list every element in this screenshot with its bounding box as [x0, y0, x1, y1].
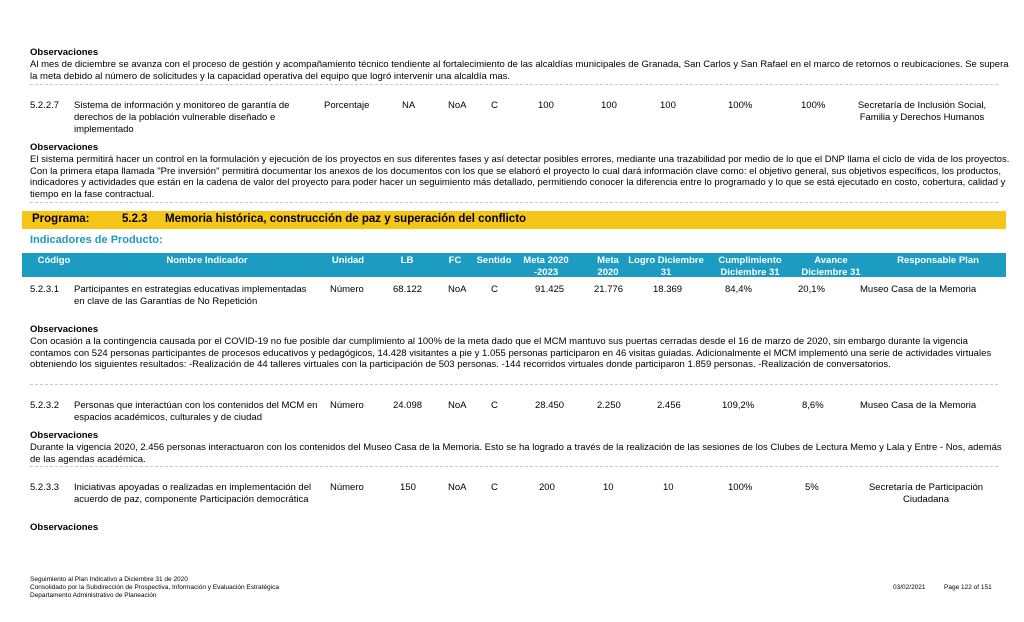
table-header	[22, 253, 1006, 277]
row-unit: Porcentaje	[324, 100, 370, 111]
row-code: 5.2.3.3	[30, 482, 60, 493]
row-meta-cuatrienio: 100	[538, 100, 554, 111]
row-cumplimiento: 84,4%	[725, 284, 752, 295]
row-meta-cuatrienio: 28.450	[535, 400, 565, 411]
row-logro: 2.456	[657, 400, 681, 411]
row-sentido: C	[491, 482, 498, 493]
header-unidad: Unidad	[331, 255, 365, 266]
header-lb: LB	[400, 255, 414, 266]
program-bar	[22, 211, 1006, 229]
footer-page-number: Page 122 of 151	[944, 584, 992, 591]
row-responsable: Museo Casa de la Memoria	[860, 400, 977, 411]
row-meta-cuatrienio: 200	[539, 482, 555, 493]
footer-line: Departamento Administrativo de Planeación	[30, 592, 157, 599]
row-cumplimiento: 109,2%	[722, 400, 755, 411]
divider	[30, 84, 998, 85]
row-indicator-name: Participantes en estrategias educativas implementadas en clave de las Garantías de No Repetición	[74, 284, 307, 307]
footer-date: 03/02/2021	[893, 584, 926, 591]
row-meta-2020: 100	[601, 100, 617, 111]
header-responsable: Responsable Plan	[897, 255, 979, 266]
row-lb: 68.122	[393, 284, 423, 295]
footer-line: Consolidado por la Subdirección de Prospectiva, Información y Evaluación Estratégica	[30, 584, 279, 591]
observations-label: Observaciones	[30, 430, 99, 441]
observations-label: Observaciones	[30, 47, 99, 58]
header-sentido: Sentido	[476, 255, 512, 266]
row-fc: NoA	[448, 400, 467, 411]
row-responsable: Secretaría de Inclusión Social, Familia y Derechos Humanos	[857, 100, 987, 123]
row-code: 5.2.3.2	[30, 400, 60, 411]
table-row	[30, 400, 1000, 440]
row-fc: NoA	[448, 284, 467, 295]
row-unit: Número	[330, 400, 364, 411]
row-code: 5.2.3.1	[30, 284, 60, 295]
row-unit: Número	[330, 482, 364, 493]
row-cumplimiento: 100%	[728, 482, 753, 493]
row-cumplimiento: 100%	[728, 100, 753, 111]
row-lb: 24.098	[393, 400, 423, 411]
table-row	[30, 482, 1000, 522]
row-avance: 8,6%	[802, 400, 824, 411]
observations-label: Observaciones	[30, 142, 99, 153]
table-row	[30, 284, 1000, 324]
row-meta-2020: 2.250	[597, 400, 621, 411]
row-meta-2020: 10	[603, 482, 614, 493]
row-logro: 18.369	[653, 284, 683, 295]
program-label: Programa:	[32, 213, 90, 225]
row-fc: NoA	[448, 482, 467, 493]
row-meta-2020: 21.776	[594, 284, 624, 295]
footer-info	[30, 576, 279, 600]
header-logro: Logro Diciembre 31	[628, 255, 704, 278]
row-fc: NoA	[448, 100, 467, 111]
header-nombre: Nombre Indicador	[166, 255, 248, 266]
indicators-title: Indicadores de Producto:	[30, 234, 163, 246]
observations-text: Con ocasión a la contingencia causada por el COVID-19 no fue posible dar cumplimiento al 100% de la meta dado que el MCM mantuvo sus puertas cerradas desde el 16 de marzo de 2020, sin embargo durante la vigencia contamos con 524 personas participantes de procesos educativos y pedagógicos, 14.428 visitantes a pie y 1.055 personas participaron en 46 visitas guiadas. Adicionalmente el MCM implementó una serie de actividades virtuales obteniendo los siguientes resultados: -Realización de 44 talleres virtuales con la participación de 503 personas. -144 recorridos virtuales donde participaron 1.859 personas. -Realización de conversatorios.	[30, 336, 992, 370]
row-meta-cuatrienio: 91.425	[535, 284, 565, 295]
row-responsable: Museo Casa de la Memoria	[860, 284, 977, 295]
observations-label: Observaciones	[30, 522, 99, 533]
row-lb: 150	[400, 482, 416, 493]
header-avance: Avance Diciembre 31	[801, 255, 861, 278]
divider	[30, 384, 998, 385]
observations-text: Al mes de diciembre se avanza con el proceso de gestión y acompañamiento técnico tendiente al fortalecimiento de las alcaldías municipales de Granada, San Carlos y San Rafael en el marco de retornos o reubicaciones. Se supera la meta debido al número de solicitudes y la capacidad operativa del equipo que logró intervenir una alcaldía mas.	[30, 59, 1009, 82]
row-indicator-name: Iniciativas apoyadas o realizadas en implementación del acuerdo de paz, componente Participación democrática	[74, 482, 312, 505]
row-responsable: Secretaría de Participación Ciudadana	[868, 482, 984, 505]
table-row	[30, 100, 1000, 140]
footer-line: Seguimiento al Plan Indicativo a Diciembre 31 de 2020	[30, 576, 188, 583]
row-logro: 100	[660, 100, 676, 111]
row-avance: 5%	[805, 482, 819, 493]
row-code: 5.2.2.7	[30, 100, 60, 111]
observations-text: Durante la vigencia 2020, 2.456 personas interactuaron con los contenidos del Museo Casa de la Memoria. Esto se ha logrado a través de la realización de las sesiones de los Clubes de Lectura Memo y Lala y Entre - Nos, además de las agendas académica.	[30, 442, 1002, 465]
row-lb: NA	[402, 100, 416, 111]
header-meta-2020: Meta 2020	[597, 255, 619, 278]
row-sentido: C	[491, 100, 498, 111]
row-indicator-name: Sistema de información y monitoreo de garantía de derechos de la población vulnerable diseñado e implementado	[74, 100, 290, 135]
header-fc: FC	[448, 255, 462, 266]
header-meta-cuatrienio: Meta 2020 -2023	[523, 255, 569, 278]
row-sentido: C	[491, 284, 498, 295]
observations-label: Observaciones	[30, 324, 99, 335]
row-unit: Número	[330, 284, 364, 295]
header-codigo: Código	[37, 255, 71, 266]
row-avance: 100%	[801, 100, 826, 111]
divider	[30, 202, 998, 203]
program-title: Memoria histórica, construcción de paz y superación del conflicto	[165, 213, 527, 225]
header-cumplimiento: Cumplimiento Diciembre 31	[718, 255, 782, 278]
row-logro: 10	[663, 482, 674, 493]
program-code: 5.2.3	[122, 213, 148, 225]
row-indicator-name: Personas que interactúan con los contenidos del MCM en espacios académicos, culturales y de ciudad	[74, 400, 318, 423]
row-sentido: C	[491, 400, 498, 411]
row-avance: 20,1%	[798, 284, 825, 295]
observations-text: El sistema permitirá hacer un control en la formulación y ejecución de los proyectos en sus diferentes fases y así detectar posibles errores, mediante una trazabilidad por medio de lo que el DNP llama el ciclo de vida de los proyectos. Con la primera etapa llamada "Pre inversión" permitirá documentar los anexos de los documentos con los que se elaboró el proyecto lo cual dará información clave como: el objetivo general, sus objetivos específicos, los productos, indicadores y actividades que están en la cadena de valor del proyecto para poder hacer un seguimiento más detallado, permitiendo conocer la diferencia entre lo programado y lo que se está ejecutado en costo, cobertura, calidad y tiempo en la fase contractual.	[30, 154, 1010, 200]
divider	[30, 466, 998, 467]
